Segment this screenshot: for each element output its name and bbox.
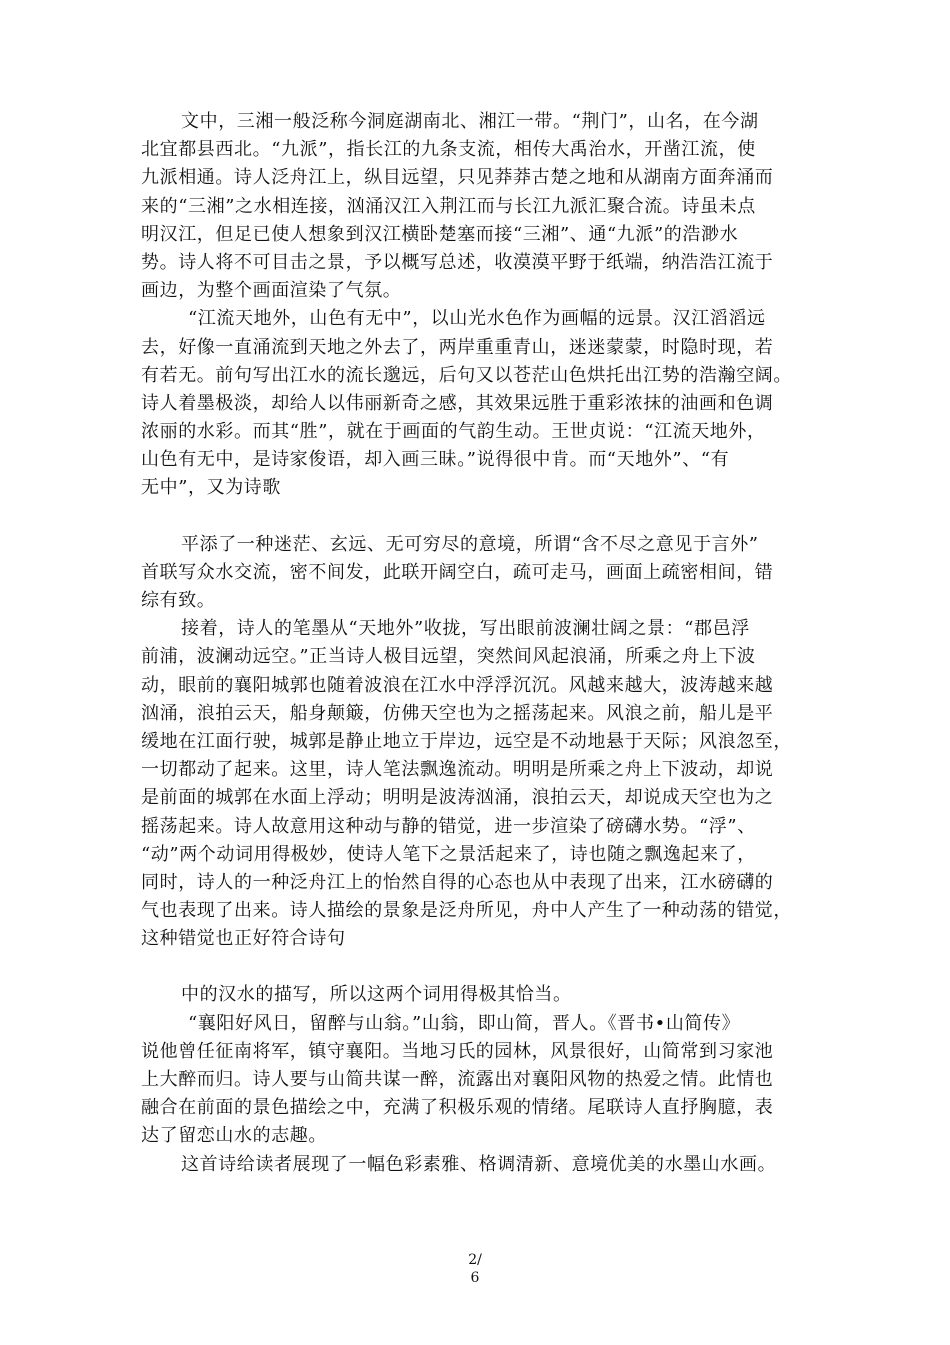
text-line: 来的“三湘”之水相连接，汹涌汉江入荆江而与长江九派汇聚合流。诗虽未点 [141, 195, 756, 217]
text-line: 画边，为整个画面渲染了气氛。 [141, 280, 402, 302]
text-line: 有若无。前句写出江水的流长邈远，后句又以苍茫山色烘托出江势的浩瀚空阔。 [141, 364, 792, 386]
paragraph [141, 108, 811, 305]
text-line: 气也表现了出来。诗人描绘的景象是泛舟所见，舟中人产生了一种动荡的错觉， [141, 900, 792, 922]
paragraph [141, 981, 811, 1009]
text-line: 明汉江，但足已使人想象到汉江横卧楚塞而接“三湘”、通“九派”的浩渺水 [141, 223, 739, 245]
text-line: 山色有无中，是诗家俊语，却入画三昧。”说得很中肯。而“天地外”、“有 [141, 449, 730, 471]
text-line: 平添了一种迷茫、玄远、无可穷尽的意境，所谓“含不尽之意见于言外” [181, 533, 759, 555]
text-line: 是前面的城郭在水面上浮动；明明是波涛汹涌，浪拍云天，却说成天空也为之 [141, 787, 774, 809]
text-line: 缓地在江面行驶，城郭是静止地立于岸边，远空是不动地悬于天际；风浪忽至， [141, 730, 792, 752]
text-line: 前浦，波澜动远空。”正当诗人极目远望，突然间风起浪涌，所乘之舟上下波 [141, 646, 756, 668]
text-line: 同时，诗人的一种泛舟江上的怡然自得的心态也从中表现了出来，江水磅礴的 [141, 871, 774, 893]
text-line: 首联写众水交流，密不间发，此联开阔空白，疏可走马，画面上疏密相间，错 [141, 561, 774, 583]
text-line: 诗人着墨极淡，却给人以伟丽新奇之感，其效果远胜于重彩浓抹的油画和色调 [141, 392, 774, 414]
text-line: “襄阳好风日，留醉与山翁。”山翁，即山简，晋人。《晋书•山简传》 [188, 1012, 741, 1034]
text-line: 一切都动了起来。这里，诗人笔法飘逸流动。明明是所乘之舟上下波动，却说 [141, 759, 774, 781]
text-line: 中的汉水的描写，所以这两个词用得极其恰当。 [181, 984, 572, 1006]
text-line: 无中”，又为诗歌 [141, 477, 282, 499]
text-line: 汹涌，浪拍云天，船身颠簸，仿佛天空也为之摇荡起来。风浪之前，船儿是平 [141, 702, 774, 724]
text-line: 这种错觉也正好符合诗句 [141, 928, 346, 950]
document-body [141, 108, 811, 1179]
text-line: 接着，诗人的笔墨从“天地外”收拢，写出眼前波澜壮阔之景：“郡邑浮 [181, 618, 750, 640]
paragraph [141, 1151, 811, 1179]
text-line: 这首诗给读者展现了一幅色彩素雅、格调清新、意境优美的水墨山水画。 [181, 1153, 777, 1175]
text-line: 北宜都县西北。“九派”，指长江的九条支流，相传大禹治水，开凿江流，使 [141, 139, 756, 161]
paragraph [141, 1010, 811, 1151]
text-line: “动”两个动词用得极妙，使诗人笔下之景活起来了，诗也随之飘逸起来了， [141, 843, 756, 865]
paragraph-gap [141, 503, 811, 531]
paragraph [141, 615, 811, 953]
paragraph [141, 305, 811, 502]
text-line: “江流天地外，山色有无中”，以山光水色作为画幅的远景。汉江滔滔远 [188, 308, 766, 330]
text-line: 摇荡起来。诗人故意用这种动与静的错觉，进一步渲染了磅礴水势。“浮”、 [141, 815, 756, 837]
text-line: 动，眼前的襄阳城郭也随着波浪在江水中浮浮沉沉。风越来越大，波涛越来越 [141, 674, 774, 696]
page-number-current: 2/ [468, 1252, 482, 1268]
text-line: 去，好像一直涌流到天地之外去了，两岸重重青山，迷迷蒙蒙，时隐时现，若 [141, 336, 774, 358]
text-line: 浓丽的水彩。而其“胜”，就在于画面的气韵生动。王世贞说：“江流天地外， [141, 421, 766, 443]
text-line: 九派相通。诗人泛舟江上，纵目远望，只见莽莽古楚之地和从湖南方面奔涌而 [141, 167, 774, 189]
text-line: 综有致。 [141, 590, 216, 611]
page-number-total: 6 [470, 1270, 480, 1286]
paragraph [141, 531, 811, 616]
text-line: 文中，三湘一般泛称今洞庭湖南北、湘江一带。“荆门”，山名，在今湖 [181, 111, 759, 132]
text-line: 达了留恋山水的志趣。 [141, 1125, 327, 1147]
text-line: 势。诗人将不可目击之景，予以概写总述，收漠漠平野于纸端，纳浩浩江流于 [141, 251, 774, 273]
text-line: 上大醉而归。诗人要与山简共谋一醉，流露出对襄阳风物的热爱之情。此情也 [141, 1069, 774, 1090]
text-line: 融合在前面的景色描绘之中，充满了积极乐观的情绪。尾联诗人直抒胸臆，表 [141, 1097, 774, 1119]
paragraph-gap [141, 953, 811, 981]
text-line: 说他曾任征南将军，镇守襄阳。当地习氏的园林，风景很好，山简常到习家池 [141, 1040, 774, 1062]
